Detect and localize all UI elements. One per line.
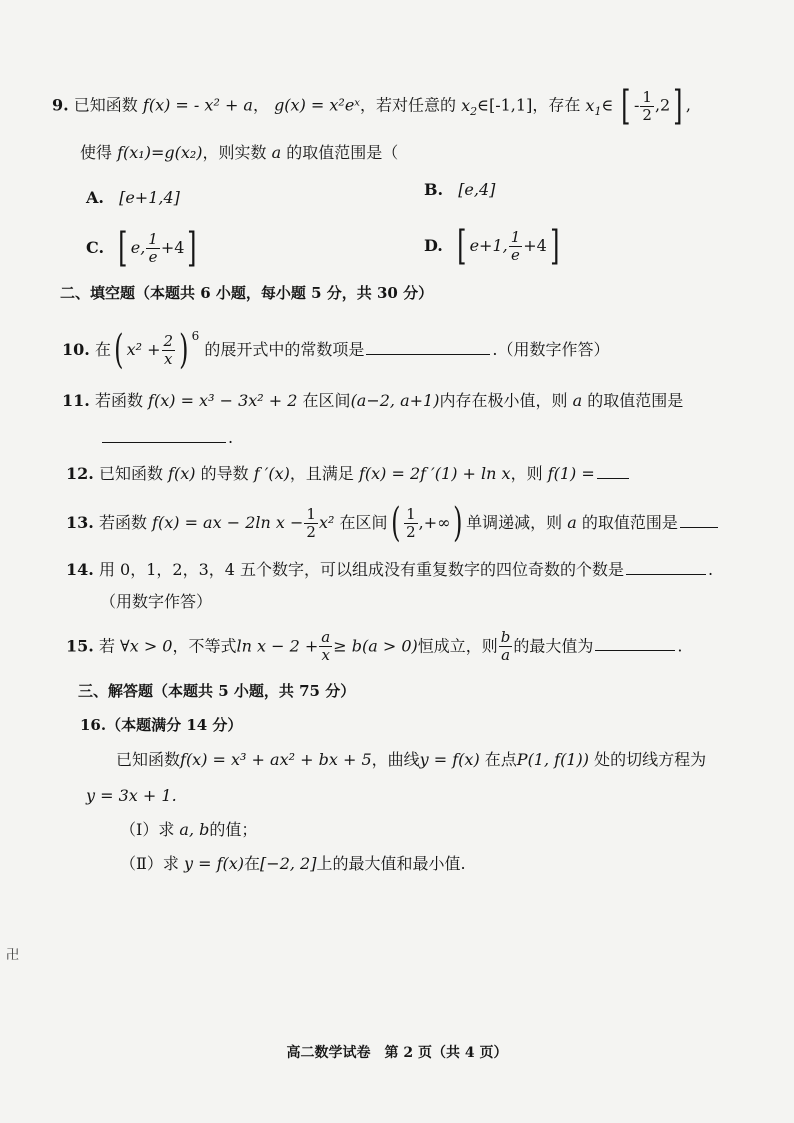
q9-option-a-label: A.	[86, 188, 104, 207]
q9-g-def: = x²eˣ	[305, 95, 360, 115]
q11-end: .	[228, 428, 234, 447]
q9-option-c	[86, 225, 200, 271]
q11-number: 11.	[62, 391, 90, 410]
q9-option-c-rb: ]	[187, 225, 197, 271]
q13-expr-b: x²	[318, 513, 335, 532]
q9-number: 9.	[52, 95, 69, 115]
q16-part2-mid: 在	[244, 854, 261, 873]
q16-part1	[120, 822, 257, 838]
q16-expr: f(x) = x³ + ax² + bx + 5	[180, 750, 372, 769]
q15-text2: ，不等式	[172, 636, 237, 656]
q9-option-d-label: D.	[424, 236, 443, 255]
q15-text1: 若	[98, 636, 115, 656]
q13-text4: 的取值范围是	[581, 513, 678, 532]
q9-option-a-value: [e+1,4]	[119, 188, 180, 207]
q9-g-name: g(x)	[274, 95, 306, 115]
page-footer: 高二数学试卷 第 2 页（共 4 页）	[286, 1045, 508, 1061]
q11-line	[62, 393, 683, 409]
q14-line	[66, 562, 713, 578]
q13-text2: 在区间	[339, 513, 388, 532]
q11-var-a: a	[572, 391, 583, 410]
q16-tangent: y = 3x + 1.	[86, 786, 177, 805]
q12-text2: 的导数	[200, 464, 249, 483]
q15-ratio-num: b	[500, 628, 511, 646]
q12-line	[66, 466, 631, 482]
q9-line1: 9. 已知函数 f(x) = - x² + a， g(x) = x²eˣ，若对任意的 $x_2\in[-1,1]$，存在 $x_1\in$ [ - $\frac{1}{2}$ ,2] ,	[52, 83, 691, 129]
q11-text2: 在区间	[302, 391, 351, 410]
q14-end: .	[708, 560, 714, 579]
q9-line2-c: ，则实数	[202, 143, 267, 162]
q9-option-c-right: +4	[160, 238, 185, 257]
q9-var-a: a	[271, 143, 282, 162]
q9-text1: 已知函数	[73, 95, 138, 115]
q9-option-d-rb: ]	[549, 223, 560, 269]
q12-expr: f(x) = 2f ′(1) + ln x	[358, 464, 511, 483]
q9-option-d	[424, 223, 562, 269]
q10-left-paren: (	[114, 327, 124, 373]
q13-text1: 若函数	[98, 513, 147, 532]
q12-text1: 已知函数	[98, 464, 163, 483]
q9-line2-d: 的取值范围是（	[286, 143, 399, 162]
q12-text4: ，则	[510, 464, 543, 483]
q9-option-d-left: e+1,	[469, 236, 508, 255]
q9-option-c-den: e	[148, 247, 158, 266]
q9-option-c-lb: [	[118, 225, 128, 271]
q16-point: P(1, f(1))	[516, 750, 589, 769]
q9-option-c-num: 1	[148, 229, 158, 248]
q9-right-bracket: ]	[673, 83, 683, 129]
q13-left-paren: (	[390, 500, 400, 546]
q15-cond: ∀x > 0	[120, 636, 173, 656]
q9-option-b	[424, 182, 495, 198]
q9-x1-fraction	[640, 87, 654, 124]
q16-part1-vars: a, b	[179, 820, 210, 839]
q9-option-d-num: 1	[510, 227, 521, 246]
q14-note: （用数字作答）	[100, 592, 213, 611]
q9-x1-den: 2	[642, 105, 652, 124]
q13-interval-fraction	[404, 504, 418, 541]
q13-var-a: a	[567, 513, 577, 532]
q10-right-paren: )	[179, 327, 189, 373]
q13-half-den: 2	[306, 522, 316, 541]
q9-option-a	[86, 190, 180, 206]
q10-frac-den: x	[164, 349, 173, 368]
q10-number: 10.	[62, 340, 90, 359]
q9-x2-range: ∈[-1,1]	[477, 95, 533, 115]
q16-text2: ，曲线	[371, 750, 420, 769]
q16-line1	[116, 752, 706, 768]
q13-expr-a: f(x) = ax − 2ln x −	[152, 513, 304, 532]
q16-text1: 已知函数	[116, 750, 181, 769]
section-2-title: 二、填空题（本题共 6 小题，每小题 5 分，共 30 分）	[60, 284, 434, 302]
q9-option-b-label: B.	[424, 180, 444, 199]
q11-answer-blank[interactable]	[102, 440, 226, 443]
q9-option-d-fraction	[509, 227, 523, 264]
q16-part1-label: （Ⅰ）求	[120, 820, 175, 839]
q9-text3: ，存在	[532, 95, 581, 115]
q10-line	[62, 327, 610, 373]
q9-x2: $x_2$	[461, 95, 478, 118]
q9-x1: $x_1$	[585, 95, 602, 118]
q9-line2	[80, 145, 398, 161]
q9-option-d-den: e	[511, 245, 520, 264]
q13-int-right: ,+∞	[418, 513, 451, 532]
q9-option-d-right: +4	[523, 236, 547, 255]
section-3-title: 三、解答题（本题共 5 小题，共 75 分）	[78, 682, 356, 700]
q16-text3: 在点	[484, 750, 517, 769]
q12-answer-blank[interactable]	[597, 476, 629, 479]
q10-text1: 在	[94, 340, 111, 359]
q9-option-d-lb: [	[457, 223, 467, 269]
q13-int-den: 2	[406, 522, 416, 541]
q11-text3: 内存在极小值，则	[439, 391, 568, 410]
q15-frac-den: x	[321, 646, 330, 664]
q14-answer-blank[interactable]	[626, 572, 706, 575]
q11-text4: 的取值范围是	[587, 391, 684, 410]
q11-answer-line	[100, 430, 233, 446]
q10-exponent: 6	[191, 329, 200, 343]
q13-half-num: 1	[306, 504, 316, 523]
q9-f-def: = - x² + a	[170, 95, 253, 115]
q12-f: f(x)	[168, 464, 196, 483]
q13-int-num: 1	[406, 504, 416, 523]
q16-part2-expr: y = f(x)	[183, 854, 245, 873]
q13-right-paren: )	[453, 500, 463, 546]
q9-option-b-value: [e,4]	[458, 180, 496, 199]
q16-text4: 处的切线方程为	[594, 750, 707, 769]
q15-text4: 的最大值为	[513, 636, 594, 656]
q10-fraction	[162, 331, 176, 368]
q16-part2	[120, 856, 466, 872]
q12-fprime: f ′(x)	[253, 464, 290, 483]
q14-number: 14.	[66, 560, 94, 579]
q15-answer-blank[interactable]	[595, 648, 675, 651]
q15-end: .	[677, 636, 683, 656]
q11-text1: 若函数	[94, 391, 143, 410]
q15-a-over-x	[319, 630, 332, 663]
q12-number: 12.	[66, 464, 94, 483]
q11-expr: f(x) = x³ − 3x² + 2	[148, 391, 298, 410]
q11-interval: (a−2, a+1)	[350, 391, 440, 410]
q13-number: 13.	[66, 513, 94, 532]
q15-line	[66, 630, 682, 663]
q15-ratio-den: a	[501, 646, 511, 664]
q13-half-fraction	[304, 504, 318, 541]
q9-option-c-left: e,	[130, 238, 146, 257]
q9-f-name: f(x)	[142, 95, 171, 115]
q9-text2: ，若对任意的	[359, 95, 456, 115]
q14-text: 用 0，1，2，3，4 五个数字，可以组成没有重复数字的四位奇数的个数是	[98, 560, 625, 579]
q9-line2-eq: f(x₁)=g(x₂)	[117, 143, 203, 162]
q12-text3: ，且满足	[289, 464, 354, 483]
q12-f1: f(1) =	[547, 464, 595, 483]
q9-option-c-label: C.	[86, 238, 105, 257]
q10-frac-num: 2	[163, 331, 174, 350]
q15-expr-a: ln x − 2 +	[236, 636, 319, 656]
q15-text3: 恒成立，则	[417, 636, 498, 656]
q15-expr-b: ≥ b(a > 0)	[333, 636, 418, 656]
q15-b-over-a	[499, 630, 513, 663]
q16-part2-interval: [−2, 2]	[260, 854, 317, 873]
q10-text3: .（用数字作答）	[492, 340, 610, 359]
q16-part1-end: 的值；	[209, 820, 258, 839]
q16-curve: y = f(x)	[419, 750, 480, 769]
q10-inner: x² +	[126, 340, 161, 359]
q13-answer-blank[interactable]	[680, 525, 718, 528]
q13-text3: 单调递减，则	[466, 513, 563, 532]
q10-text2: 的展开式中的常数项是	[204, 340, 365, 359]
q15-frac-num: a	[321, 628, 331, 646]
margin-mark: 卍	[6, 948, 20, 963]
q16-heading: 16.（本题满分 14 分）	[80, 716, 243, 734]
q9-option-c-fraction	[146, 229, 160, 266]
q9-line2-a: 使得	[80, 143, 113, 162]
q9-x1-num: 1	[642, 87, 652, 106]
q10-answer-blank[interactable]	[366, 352, 490, 355]
q16-part2-label: （Ⅱ）求	[120, 854, 179, 873]
q13-line	[66, 500, 720, 546]
q9-x1-in: ∈	[601, 95, 614, 115]
q9-left-bracket: [	[621, 83, 631, 129]
q9-x1-neg: -	[634, 95, 640, 115]
q9-x1-upper: ,2	[654, 95, 671, 115]
q16-part2-end: 上的最大值和最小值.	[316, 854, 466, 873]
q15-number: 15.	[66, 636, 94, 656]
